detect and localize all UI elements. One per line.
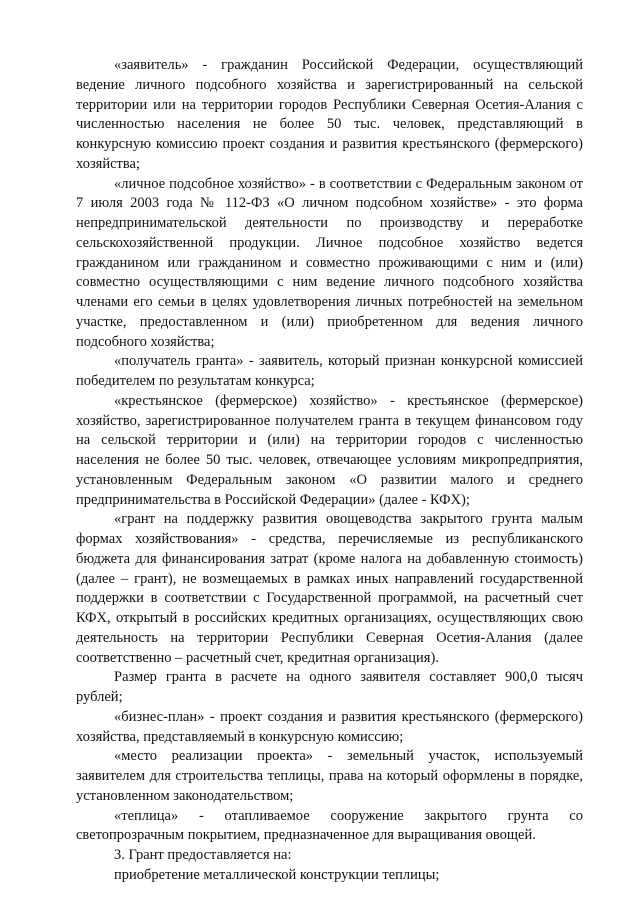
section-3-heading: 3. Грант предоставляется на: <box>114 847 292 863</box>
grant-amount: Размер гранта в расчете на одного заявителя составляет 900,0 тысяч рублей; <box>76 669 583 705</box>
document-body <box>76 56 583 886</box>
definition-applicant: «заявитель» - гражданин Российской Федерации, осуществляющий ведение личного подсобного хозяйства и зарегистрированный на сельской территории или на территории городов Республики Северная Осетия-Алания с численностью населения не более 50 тыс. человек, представляющий в конкурсную комиссию проект создания и развития крестьянского (фермерского) хозяйства; <box>76 57 583 172</box>
definition-greenhouse: «теплица» - отапливаемое сооружение закрытого грунта со светопрозрачным покрытием, предназначенное для выращивания овощей. <box>76 807 583 844</box>
definition-project-location: «место реализации проекта» - земельный участок, используемый заявителем для строительства теплицы, права на который оформлены в порядке, установленном законодательством; <box>76 748 583 804</box>
definition-personal-subsidiary-farm: «личное подсобное хозяйство» - в соответствии с Федеральным законом от 7 июля 2003 года № 112-ФЗ «О личном подсобном хозяйстве» - это форма непредпринимательской деятельности по производству и переработке сельскохозяйственной продукции. Личное подсобное хозяйство ведется гражданином или гражданином и совместно проживающими с ним и (или) совместно осуществляющими с ним ведение личного подсобного хозяйства членами его семьи в целях удовлетворения личных потребностей на земельном участке, предоставленном и (или) приобретенном для ведения личного подсобного хозяйства; <box>76 175 583 350</box>
definition-grant-recipient: «получатель гранта» - заявитель, который признан конкурсной комиссией победителем по результатам конкурса; <box>76 353 583 389</box>
definition-grant: «грант на поддержку развития овощеводства закрытого грунта малым формах хозяйствования» - средства, перечисляемые из республиканского бюджета для финансирования затрат (кроме налога на добавленную стоимость) (далее – грант), не возмещаемых в рамках иных направлений государственной поддержки в соответствии с Государственной программой, на расчетный счет КФХ, открытый в российских кредитных организациях, осуществляющих свою деятельность на территории Республики Северная Осетия-Алания (далее соответственно – расчетный счет, кредитная организация). <box>76 511 583 666</box>
definition-business-plan: «бизнес-план» - проект создания и развития крестьянского (фермерского) хозяйства, представляемый в конкурсную комиссию; <box>76 708 583 745</box>
section-3-item-1: приобретение металлической конструкции теплицы; <box>114 866 440 883</box>
definition-peasant-farm: «крестьянское (фермерское) хозяйство» - крестьянское (фермерское) хозяйство, зарегистрированное получателем гранта в текущем финансовом году на сельской территории и (или) на территории городов с численностью населения не более 50 тыс. человек, отвечающее условиям микропредприятия, установленным Федеральным законом «О развитии малого и среднего предпринимательства в Российской Федерации» (далее - КФХ); <box>76 392 583 508</box>
